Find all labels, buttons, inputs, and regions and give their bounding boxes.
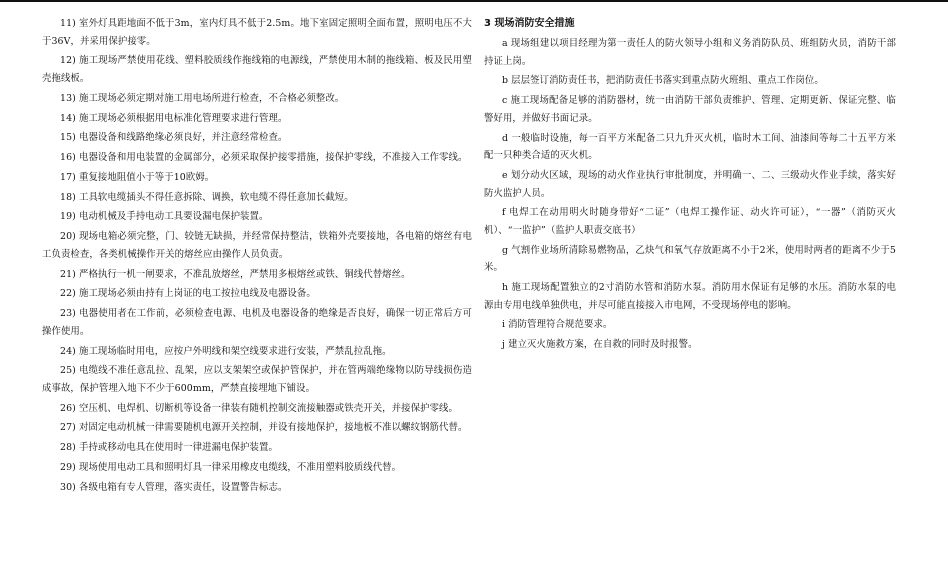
list-item: f 电焊工在动用明火时随身带好“二证”（电焊工操作证、动火许可证），“一器”（消防灭火机）、“一监护”（监护人职责交底书） [484,207,896,236]
list-item: g 气割作业场所清除易燃物品，乙炔气和氧气存放距离不小于2米，使用时两者的距离不少于5米。 [484,244,896,274]
list-item: e 划分动火区域，现场的动火作业执行审批制度，并明确一、二、三级动火作业手续，落实好防火监护人员。 [484,169,896,199]
list-item: 21) 严格执行一机一闸要求，不准乱放熔丝，严禁用多根熔丝或铁、铜线代替熔丝。 [60,268,411,280]
list-item: h 施工现场配置独立的2寸消防水管和消防水泵。消防用水保证有足够的水压。消防水泵的电源由专用电线单独供电，并尽可能直接接入市电网，不受现场停电的影响。 [484,282,896,311]
list-item: 28) 手持或移动电具在使用时一律进漏电保护装置。 [60,442,278,454]
list-item: 17) 重复接地阻值小于等于10欧姆。 [60,171,215,183]
list-item: d 一般临时设施，每一百平方米配备二只九升灭火机，临时木工间、油漆间等每二十五平方米配一只种类合适的灭火机。 [484,132,896,162]
right-column [484,15,896,356]
left-column [42,15,472,499]
list-item: 22) 施工现场必须由持有上岗证的电工按拉电线及电器设备。 [60,288,316,300]
list-item: 13) 施工现场必须定期对施工用电场所进行检查，不合格必须整改。 [60,92,345,104]
list-item: a 现场组建以项目经理为第一责任人的防火领导小组和义务消防队员、班组防火员，消防干部持证上岗。 [484,38,896,67]
list-item: 30) 各级电箱有专人管理，落实责任，设置警告标志。 [60,481,288,493]
list-item: i 消防管理符合规范要求。 [502,319,613,331]
list-item: 27) 对固定电动机械一律需要随机电源开关控制，并设有接地保护，接地板不准以螺纹钢筋代替。 [60,422,468,434]
list-item: 26) 空压机、电焊机、切断机等设备一律装有随机控制交流接触器或铁壳开关，并接保护零线。 [60,402,458,414]
list-item: 12) 施工现场严禁使用花线、塑料胶质线作拖线箱的电源线，严禁使用木制的拖线箱、板及民用塑壳拖线板。 [42,55,472,84]
list-item: 25) 电缆线不准任意乱拉、乱架，应以支架架空或保护管保护，并在管两端绝缘物以防导线损伤造成事故，保护管埋入地下不少于600mm，严禁直接埋地下铺设。 [42,365,472,394]
list-item: 18) 工具软电缆插头不得任意拆除、调换，软电缆不得任意加长截短。 [60,191,354,203]
list-item: b 层层签订消防责任书，把消防责任书落实到重点防火班组、重点工作岗位。 [502,75,824,87]
list-item: 20) 现场电箱必须完整，门、较链无缺损，并经常保持整洁，铁箱外壳要接地，各电箱的熔丝有电工负责检查，各类机械操作开关的熔丝应由操作人员负责。 [42,231,472,260]
section-title: 3 现场消防安全措施 [484,18,575,29]
list-item: 24) 施工现场临时用电，应按户外明线和架空线要求进行安装，严禁乱拉乱拖。 [60,345,392,357]
list-item: 16) 电器设备和用电装置的金属部分，必须采取保护接零措施，接保护零线，不准接入工作零线。 [60,152,468,164]
page-header-rule [0,0,948,8]
list-item: j 建立灭火施救方案，在自救的同时及时报警。 [502,339,698,351]
list-item: 15) 电器设备和线路绝缘必须良好，并注意经常检查。 [60,132,288,144]
list-item: 19) 电动机械及手持电动工具要设漏电保护装置。 [60,211,269,223]
list-item: c 施工现场配备足够的消防器材，统一由消防干部负责维护、管理、定期更新、保证完整、临警好用，并做好书面记录。 [484,95,896,124]
list-item: 29) 现场使用电动工具和照明灯具一律采用橡皮电缆线，不准用塑料胶质线代替。 [60,462,402,474]
list-item: 11) 室外灯具距地面不低于3m，室内灯具不低于2.5m。地下室固定照明全面布置，照明电压不大于36V，并采用保护接零。 [42,18,472,47]
list-item: 14) 施工现场必须根据用电标准化管理要求进行管理。 [60,112,288,124]
list-item: 23) 电器使用者在工作前，必须检查电源、电机及电器设备的绝缘是否良好，确保一切正常后方可操作使用。 [42,308,472,337]
